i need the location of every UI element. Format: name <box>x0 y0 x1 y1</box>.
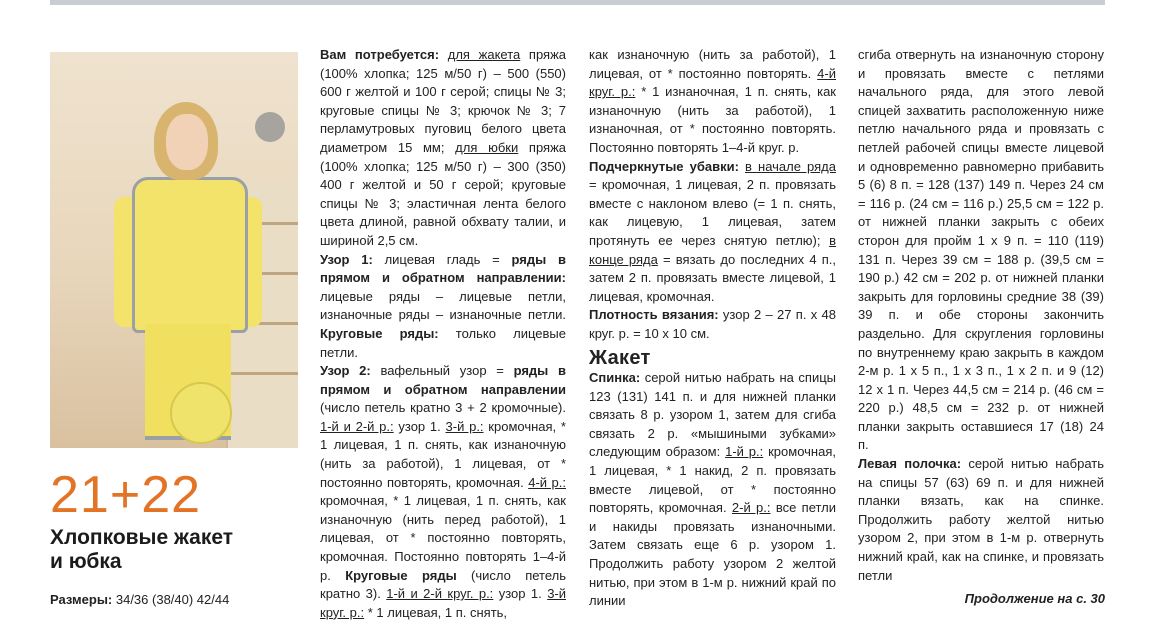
continued-note: Продолжение на с. 30 <box>964 591 1105 606</box>
text-column-1: Вам потребуется: для жакета пряжа (100% хлопка; 125 м/50 г) – 500 (550) 600 г желтой и 100 г серой; спицы № 3; круговые спицы № 3; крючок № 3; 7 перламутровых пуговиц белого цвета диаметром 15 мм; для юбки пряжа (100% хлопка; 125 м/50 г) – 300 (350) 400 г желтой и 50 г серой; круговые спицы № 3; эластичная лента белого цвета длиной, равной обхвату талии, и шириной 2,5 см. Узор 1: лицевая гладь = ряды в прямом и обратном направлении: лицевые ряды – лицевые петли, изнаночные ряды – изнаночные петли. Круговые ряды: только лицевые петли. Узор 2: вафельный узор = ряды в прямом и обратном направлении (число петель кратно 3 + 2 кромочные). 1-й и 2-й р.: узор 1. 3-й р.: кромочная, * 1 лицевая, 1 п. снять, как изнаночную (нить за работой), 1 лицевая, от * постоянно повторять, кромочная. 4-й р.: кромочная, * 1 лицевая, 1 п. снять, как изнаночную (нить перед работой), 1 лицевая, от * постоянно повторять, кромочная. Постоянно повторять 1–4-й р. Круговые ряды (число петель кратно 3). 1-й и 2-й круг. р.: узор 1. 3-й круг. р.: * 1 лицевая, 1 п. снять, <box>320 47 567 620</box>
project-number: 21+22 <box>50 466 202 524</box>
text-column-3: сгиба отвернуть на изнаночную сторону и провязать вместе с петлями начального ряда, для этого левой спицей захватить расположенную ниже петлю начального ряда и провязать с петлей рабочей спицы вместе лицевой и одновременно равномерно прибавить 5 (6) 8 п. = 128 (137) 149 п. Через 24 см = 116 р. (24 см = 116 р.) 25,5 см = 122 р. от нижней планки закрыть с обеих сторон для пройм 1 х 9 п. = 110 (119) 131 п. Через 39 см = 188 р. (39,5 см = 190 р.) 42 см = 202 р. от нижней планки закрыть для горловины средние 38 (39) 39 п. и обе стороны закончить раздельно. Для скругления горловины по внутреннему краю закрыть в каждом 2-м р. 1 х 5 п., 1 х 3 п., 1 х 2 п. и 9 (12) 12 х 1 п. Через 44,5 см = 214 р. (46 см = 220 р.) 48,5 см = 232 р. от нижней планки закрыть оставшиеся 17 (18) 24 п. Левая полочка: серой нитью набрать на спицы 57 (63) 69 п. и для нижней планки вязать, как на спинке. Продолжить работу желтой нитью узором 2, при этом в 1-м р. отвернуть нижний край, как на спинке, и провязать петли <box>858 47 1104 583</box>
sizes: Размеры: 34/36 (38/40) 42/44 <box>50 592 230 607</box>
project-title: Хлопковые жакет и юбка <box>50 526 234 573</box>
text-column-2: как изнаночную (нить за работой), 1 лицевая, от * постоянно повторять. 4-й круг. р.: * 1 изнаночная, 1 п. снять, как изнаночную (нить за работой), 1 изнаночная, от * постоянно повторять. Постоянно повторять 1–4-й круг. р. Подчеркнутые убавки: в начале ряда = кромочная, 1 лицевая, 2 п. провязать вместе с наклоном влево (= 1 п. снять, как лицевую, 1 лицевая, затем протянуть ее через снятую петлю); в конце ряда = вязать до последних 4 п., затем 2 п. провязать вместе лицевой, 1 лицевая, кромочная. Плотность вязания: узор 2 – 27 п. х 48 круг. р. = 10 х 10 см. Жакет Спинка: серой нитью набрать на спицы 123 (131) 141 п. и для нижней планки связать 8 р. узором 1, затем для сгиба связать 2 р. «мышиными зубками» следующим образом: 1-й р.: кромочная, 1 лицевая, * 1 накид, 2 п. провязать вместе лицевой, от * постоянно повторять, кромочная. 2-й р.: все петли и накиды провязать изнаночными. Затем связать еще 6 р. узором 1. Продолжить работу узором 2 желтой нитью, при этом в 1-м р. нижний край по линии <box>589 47 837 609</box>
model-photo <box>50 52 298 448</box>
section-heading: Жакет <box>589 346 651 369</box>
top-bar <box>50 0 1105 5</box>
